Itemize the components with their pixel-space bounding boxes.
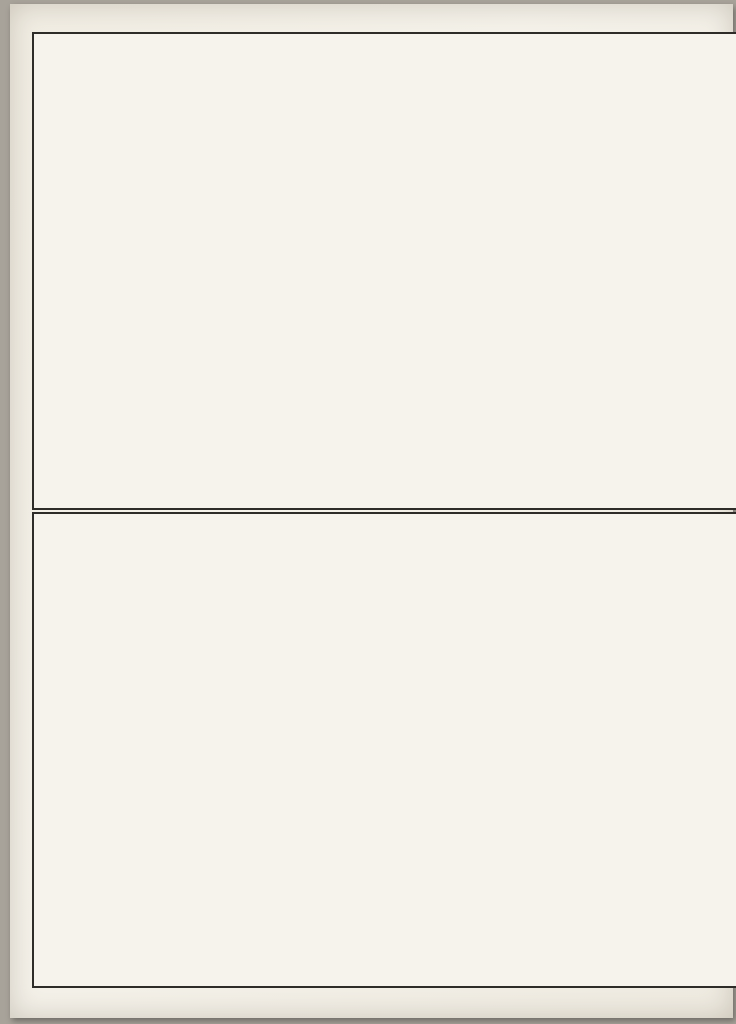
bottom-roster-table: [32, 512, 736, 988]
top-roster-table: [32, 32, 736, 510]
scanned-page: [10, 4, 733, 1018]
